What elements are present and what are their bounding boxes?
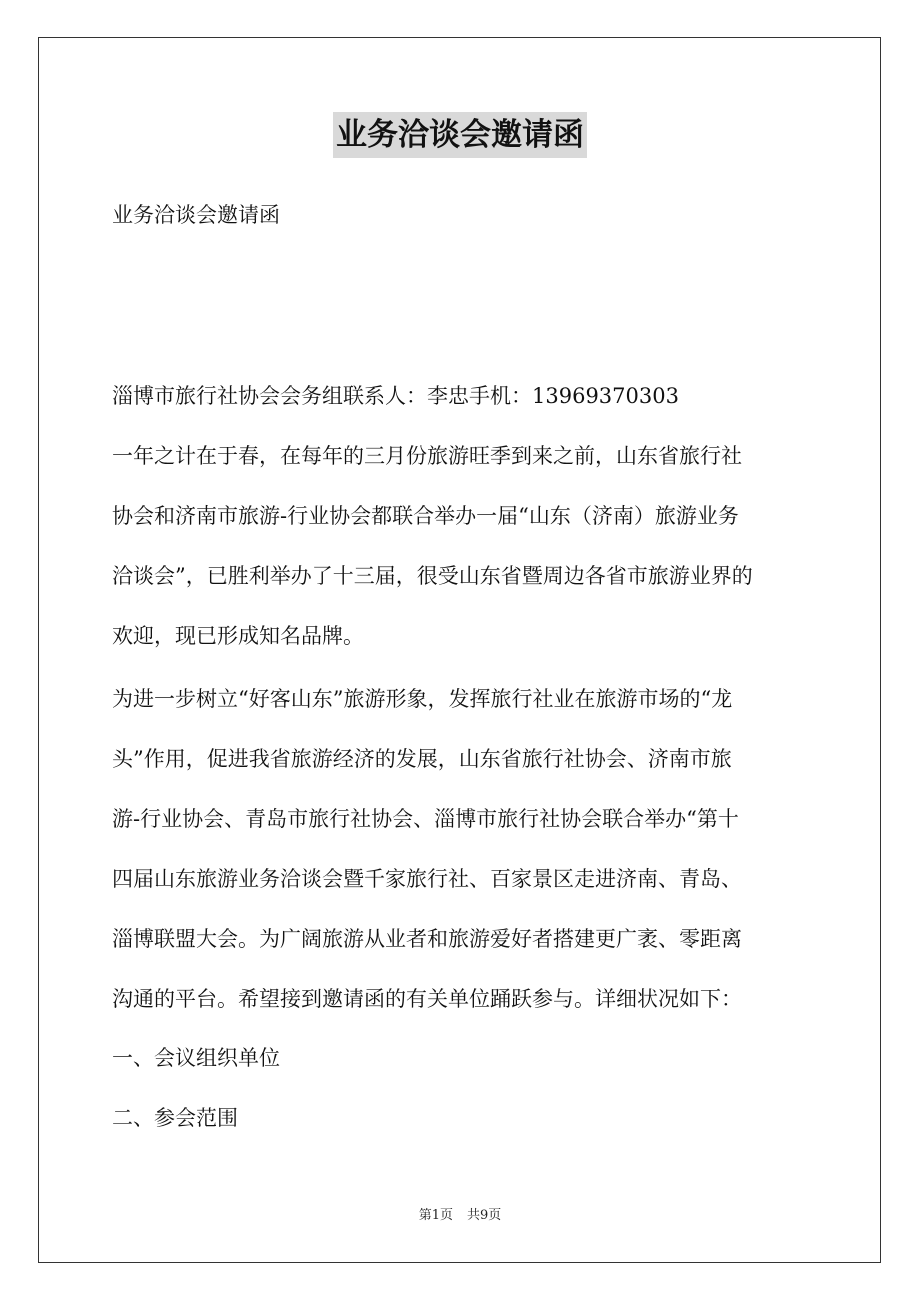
page-total: 共9页 [467,1208,502,1223]
paragraph2-line-2: 头”作用，促进我省旅游经济的发展，山东省旅行社协会、济南市旅 [112,747,732,771]
section-heading-2: 二、参会范围 [112,1106,238,1130]
document-title: 业务洽谈会邀请函 [333,112,587,158]
paragraph2-line-3: 游-行业协会、青岛市旅行社协会、淄博市旅行社协会联合举办“第十 [112,807,739,831]
paragraph2-line-6: 沟通的平台。希望接到邀请函的有关单位踊跃参与。详细状况如下： [112,987,742,1011]
contact-line: 淄博市旅行社协会会务组联系人：李忠手机：13969370303 [112,384,679,408]
paragraph1-line-3: 洽谈会”，已胜利举办了十三届，很受山东省暨周边各省市旅游业界的 [112,564,753,588]
paragraph1-line-1: 一年之计在于春，在每年的三月份旅游旺季到来之前，山东省旅行社 [112,444,742,468]
paragraph2-line-1: 为进一步树立“好客山东”旅游形象，发挥旅行社业在旅游市场的“龙 [112,687,733,711]
paragraph2-line-5: 淄博联盟大会。为广阔旅游从业者和旅游爱好者搭建更广袤、零距离 [112,927,742,951]
page-footer [0,1206,920,1226]
document-title-block [0,112,920,158]
page-number: 第1页 [418,1208,453,1223]
document-subtitle: 业务洽谈会邀请函 [112,203,280,227]
paragraph1-line-2: 协会和济南市旅游-行业协会都联合举办一届“山东（济南）旅游业务 [112,504,739,528]
paragraph1-line-4: 欢迎，现已形成知名品牌。 [112,624,364,648]
section-heading-1: 一、会议组织单位 [112,1046,280,1070]
paragraph2-line-4: 四届山东旅游业务洽谈会暨千家旅行社、百家景区走进济南、青岛、 [112,867,742,891]
